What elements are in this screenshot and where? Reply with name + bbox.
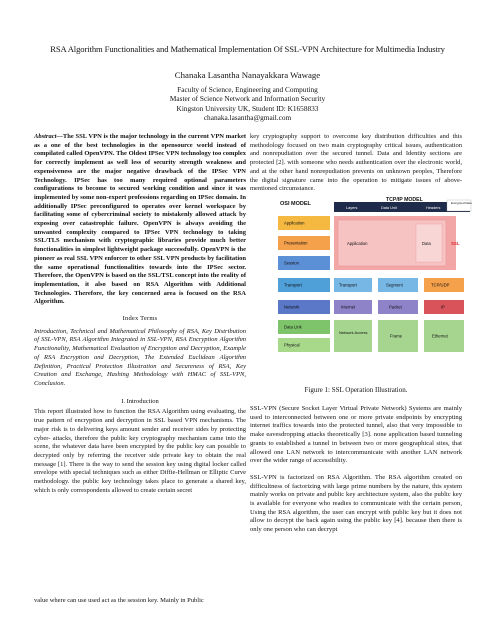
introduction-text: This report illustrated how to function the RSA Algorithm using evaluating, the true pattern of encryption and decryption in SSL based VPN mechanisms. The major risk is to delivering keys amount sender and receiver sides by protecting cyber- attacks, therefore the public key cryptography mechanism came into the scene, the whatever data have been encrypted by the public key can possible to decrypted only by referring the receiver side private key to obtain the real message [1]. There is the way to send the session key using digital locker called envelope with special techniques such as either Diffie-Hellman or Elliptic Curve methodology. the public key technology takes place to generate a shared key, which is only correspondents allowed to create certain secret — [34, 408, 246, 494]
left-column — [34, 133, 246, 495]
abstract — [34, 133, 246, 307]
header-headers-label: Headers — [426, 206, 441, 210]
tcpip-network-access-box — [334, 320, 372, 352]
tcpip-data-label: Data — [422, 241, 431, 246]
tcpip-ip-label: IP — [441, 304, 445, 310]
osi-layer-transport-label: Transport — [284, 282, 302, 288]
ssl-vpn-paragraph: SSL-VPN (Secure Socket Layer Virtual Private Network) Systems are mainly used to interconnected between one or more private endpoints by encrypting internet traffics towards into the protected tunnel, also that very impossible to make eavesdropping attacks theoretically [3]. none application based tunneling grants to established a tunnel in between two or more geographical sites, that allowed one LAN network to intercommunicate with another LAN network over the wider range of accessibility. — [250, 405, 462, 465]
affiliation-faculty: Faculty of Science, Engineering and Computing — [177, 85, 318, 94]
tcpip-transport-label: Transport — [339, 282, 357, 288]
paper-title: RSA Algorithm Functionalities and Mathematical Implementation Of SSL-VPN Architecture for Multimedia Industry — [50, 44, 445, 54]
introduction-heading: I. Introduction — [121, 397, 159, 405]
osi-layer-network-label: Network — [284, 304, 300, 310]
header-encrypted-label: Encrypted Data — [451, 201, 472, 205]
right-intro-paragraph: key cryptography support to overcome key distribution difficulties and this methodology focused on two main cryptography critical issues, authentication and nonrepudiation over the secured tunnel. Data and Identity sections are protected [2]. with someone who needs authentication over the electronic world, and at the other hand nonrepudiation prevents on unknown peoples, Therefore the digital signature came into the operation to mitigate issues of above-mentioned circumstance. — [250, 133, 462, 193]
right-column-lower — [250, 405, 462, 535]
tcpip-frame-label: Frame — [390, 333, 403, 339]
tcpip-segment-label: Segment — [386, 282, 403, 288]
osi-layer-physical-label: Physical — [284, 342, 300, 348]
keywords: Introduction, Technical and Mathematical Philosophy of RSA, Key Distribution of SSL-VPN, RSA Algorithm Integrated in SSL-VPN, RSA Encryption Algorithm Functionality, Mathematical Evaluation of Encryption and Decryption, Example of RSA Encryption and Decryption, The Extended Euclidean Algorithm Definition, Practical Protection Illustration and Secureness of RSA, Key Creation and Exchange, Hashing Methodology with HMAC of SSL-VPN, Conclusion. — [34, 327, 246, 387]
osi-layer-presentation-label: Presentation — [284, 240, 308, 246]
osi-model-title: OSI MODEL — [280, 201, 311, 207]
osi-layer-application-label: Application — [284, 220, 305, 226]
tcpip-network-access-label: Network Access — [339, 330, 368, 335]
tcpip-application-label: Application — [347, 241, 368, 246]
header-layers-label: Layers — [346, 206, 358, 210]
author-email: chanaka.lasantha@gmail.com — [203, 113, 292, 123]
right-column-top — [250, 133, 462, 194]
figure-caption: Figure 1: SSL Operation Illustration. — [304, 386, 408, 394]
author-name: Chanaka Lasantha Nanayakkara Wawage — [174, 70, 321, 80]
osi-layer-session-label: Session — [284, 260, 299, 266]
tcpip-packet-label: Packet — [389, 304, 402, 310]
header-data-unit-label: Data Unit — [381, 206, 397, 210]
tcpip-internet-label: Internet — [341, 304, 356, 310]
tcpip-model-title: TCP/IP MODEL — [386, 197, 423, 203]
index-terms-heading: Index Terms — [122, 315, 158, 323]
tcpip-ethernet-label: Ethernet — [432, 333, 448, 339]
rsa-paragraph: SSL-VPN is factorized on RSA Algorithm. The RSA algorithm created on difficultness of factorizing with large prime numbers by the nature, this system mainly works on private and public key architecture system, also the public key is available for everyone who readies to communicate with the certain person, Using the RSA algorithm, the user can encrypt with public key but it does not allow to decrypt the back again using the public key [4]. because then there is only one person who can decrypt — [250, 473, 462, 534]
affiliation-block — [0, 85, 495, 123]
affiliation-degree: Master of Science Network and Information Security — [169, 94, 326, 104]
osi-tcpip-diagram — [268, 196, 474, 384]
ssl-osi-figure — [268, 196, 474, 384]
ssl-label: SSL — [451, 241, 460, 246]
tcpip-tcpudp-label: TCP/UDP — [431, 282, 450, 288]
left-bottom-line: value where can use used act as the session key. Mainly in Public — [34, 597, 204, 604]
osi-layer-datalink-label: Data Link — [284, 324, 302, 330]
affiliation-university: Kingston University UK, Student ID: K1658833 — [176, 103, 319, 113]
abstract-text: —The SSL VPN is the major technology in the current VPN market as a one of the best technologies in the opensource world instead of compilated called OpenVPN. The Oldest IPSec VPN technology too complex for correctly implement as well less of security strength weakness and expensiveness are the major negative drawback of the IPSec VPN Technology. IPSec has too many required optional parameters configurations to become to secured working condition and since it was implemented by some non-expert professions regarding on IPSec domain. In additionally IPSec preconfigured to operates over kernel workspace by facilitating some of cybercriminal society to mistakenly allowed attack by exposing over catastrophic failure. OpenVPN is always avoiding the unwanted complexity compared to IPSec VPN technology to taking SSL/TLS mechanism with cryptographic libraries provide much better functionalities in simplest lightweight package successfully. OpenVPN is the pioneer as real SSL VPN enforcer to other SSL VPN products by facilitation the same operational functionalities towards into the IPSec sector. Therefore, the OpenVPN is based on the SSL/TSL concept into the reality of implementation, it also based on RSA Algorithm with Additional Technologies. Therefore, the key concerned area is focused on the RSA Algorithm. — [34, 133, 246, 306]
abstract-lead: Abstract — [34, 133, 57, 140]
